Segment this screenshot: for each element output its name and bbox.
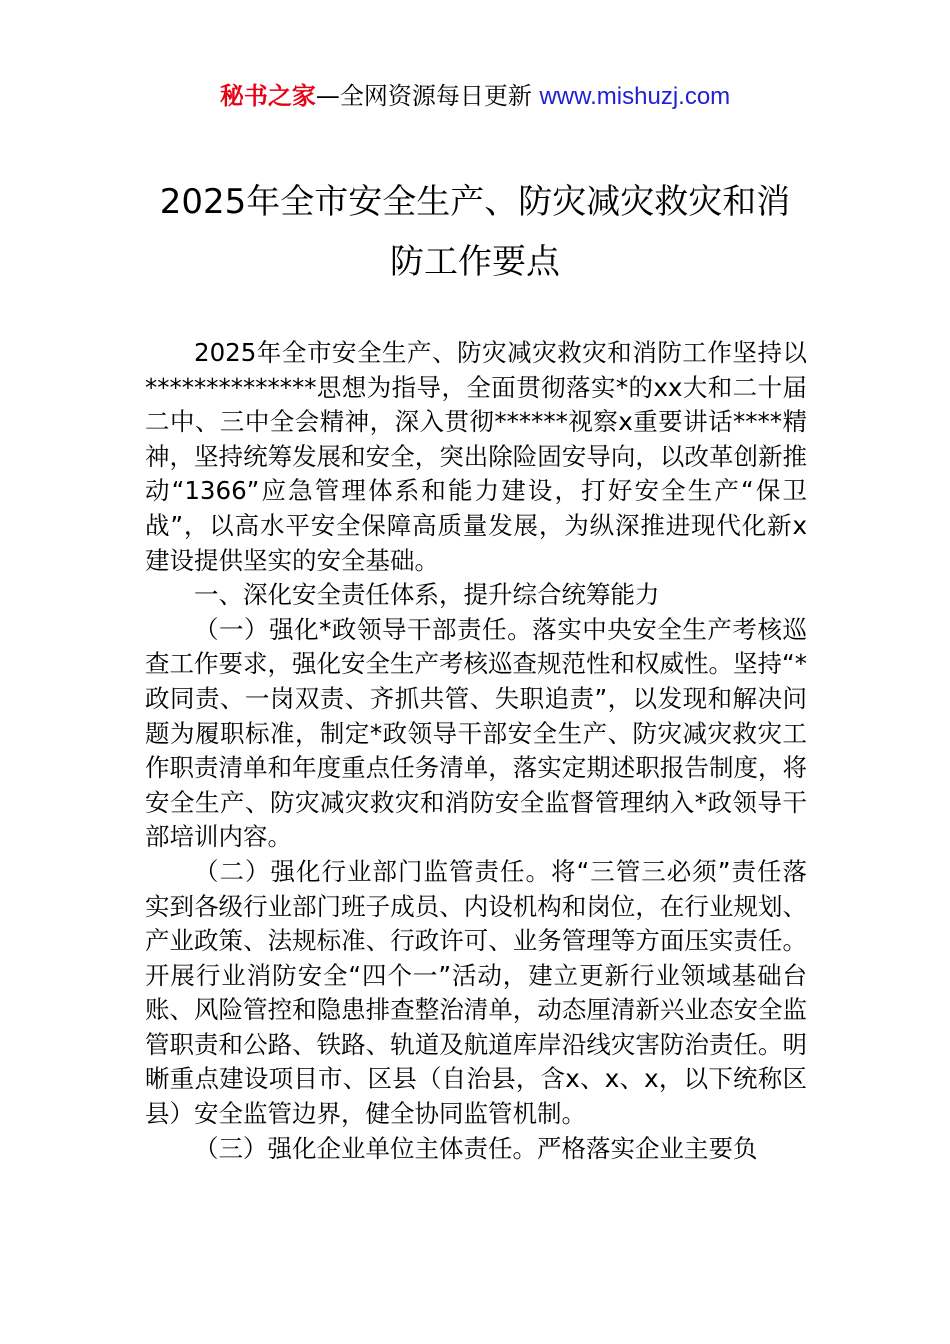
body-paragraph-1: （一）强化*政领导干部责任。落实中央安全生产考核巡查工作要求，强化安全生产考核巡查规范性和权威性。坚持“*政同责、一岗双责、齐抓共管、失职追责”，以发现和解决问题为履职标准，制定*政领导干部安全生产、防灾减灾救灾工作职责清单和年度重点任务清单，落实定期述职报告制度，将安全生产、防灾减灾救灾和消防安全监督管理纳入*政领导干部培训内容。 <box>145 614 807 852</box>
body-paragraph-2: （二）强化行业部门监管责任。将“三管三必须”责任落实到各级行业部门班子成员、内设机构和岗位，在行业规划、产业政策、法规标准、行政许可、业务管理等方面压实责任。开展行业消防安全“四个一”活动，建立更新行业领域基础台账、风险管控和隐患排查整治清单，动态厘清新兴业态安全监管职责和公路、铁路、轨道及航道库岸沿线灾害防治责任。明晰重点建设项目市、区县（自治县，含x、x、x，以下统称区县）安全监管边界，健全协同监管机制。 <box>145 856 807 1129</box>
body-paragraph-3: （三）强化企业单位主体责任。严格落实企业主要负 <box>194 1133 758 1163</box>
brand-name: 秘书之家 <box>219 82 316 110</box>
section-heading-1: 一、深化安全责任体系，提升综合统筹能力 <box>194 580 660 610</box>
title-line-2: 防工作要点 <box>390 242 560 282</box>
intro-paragraph: 2025年全市安全生产、防灾减灾救灾和消防工作坚持以**************思想为指导，全面贯彻落实*的xx大和二十届二中、三中全会精神，深入贯彻******视察x重要讲话****精神，坚持统筹发展和安全，突出除险固安导向，以改革创新推动“1366”应急管理体系和能力建设，打好安全生产“保卫战”，以高水平安全保障高质量发展，为纵深推进现代化新x建设提供坚实的安全基础。 <box>145 338 807 575</box>
document-body <box>145 336 807 1166</box>
site-header <box>0 80 950 113</box>
title-line-1: 2025年全市安全生产、防灾减灾救灾和消 <box>159 182 791 222</box>
site-url-link[interactable]: www.mishuzj.com <box>539 83 731 110</box>
document-title <box>120 172 830 292</box>
header-tagline: —全网资源每日更新 <box>315 82 532 110</box>
